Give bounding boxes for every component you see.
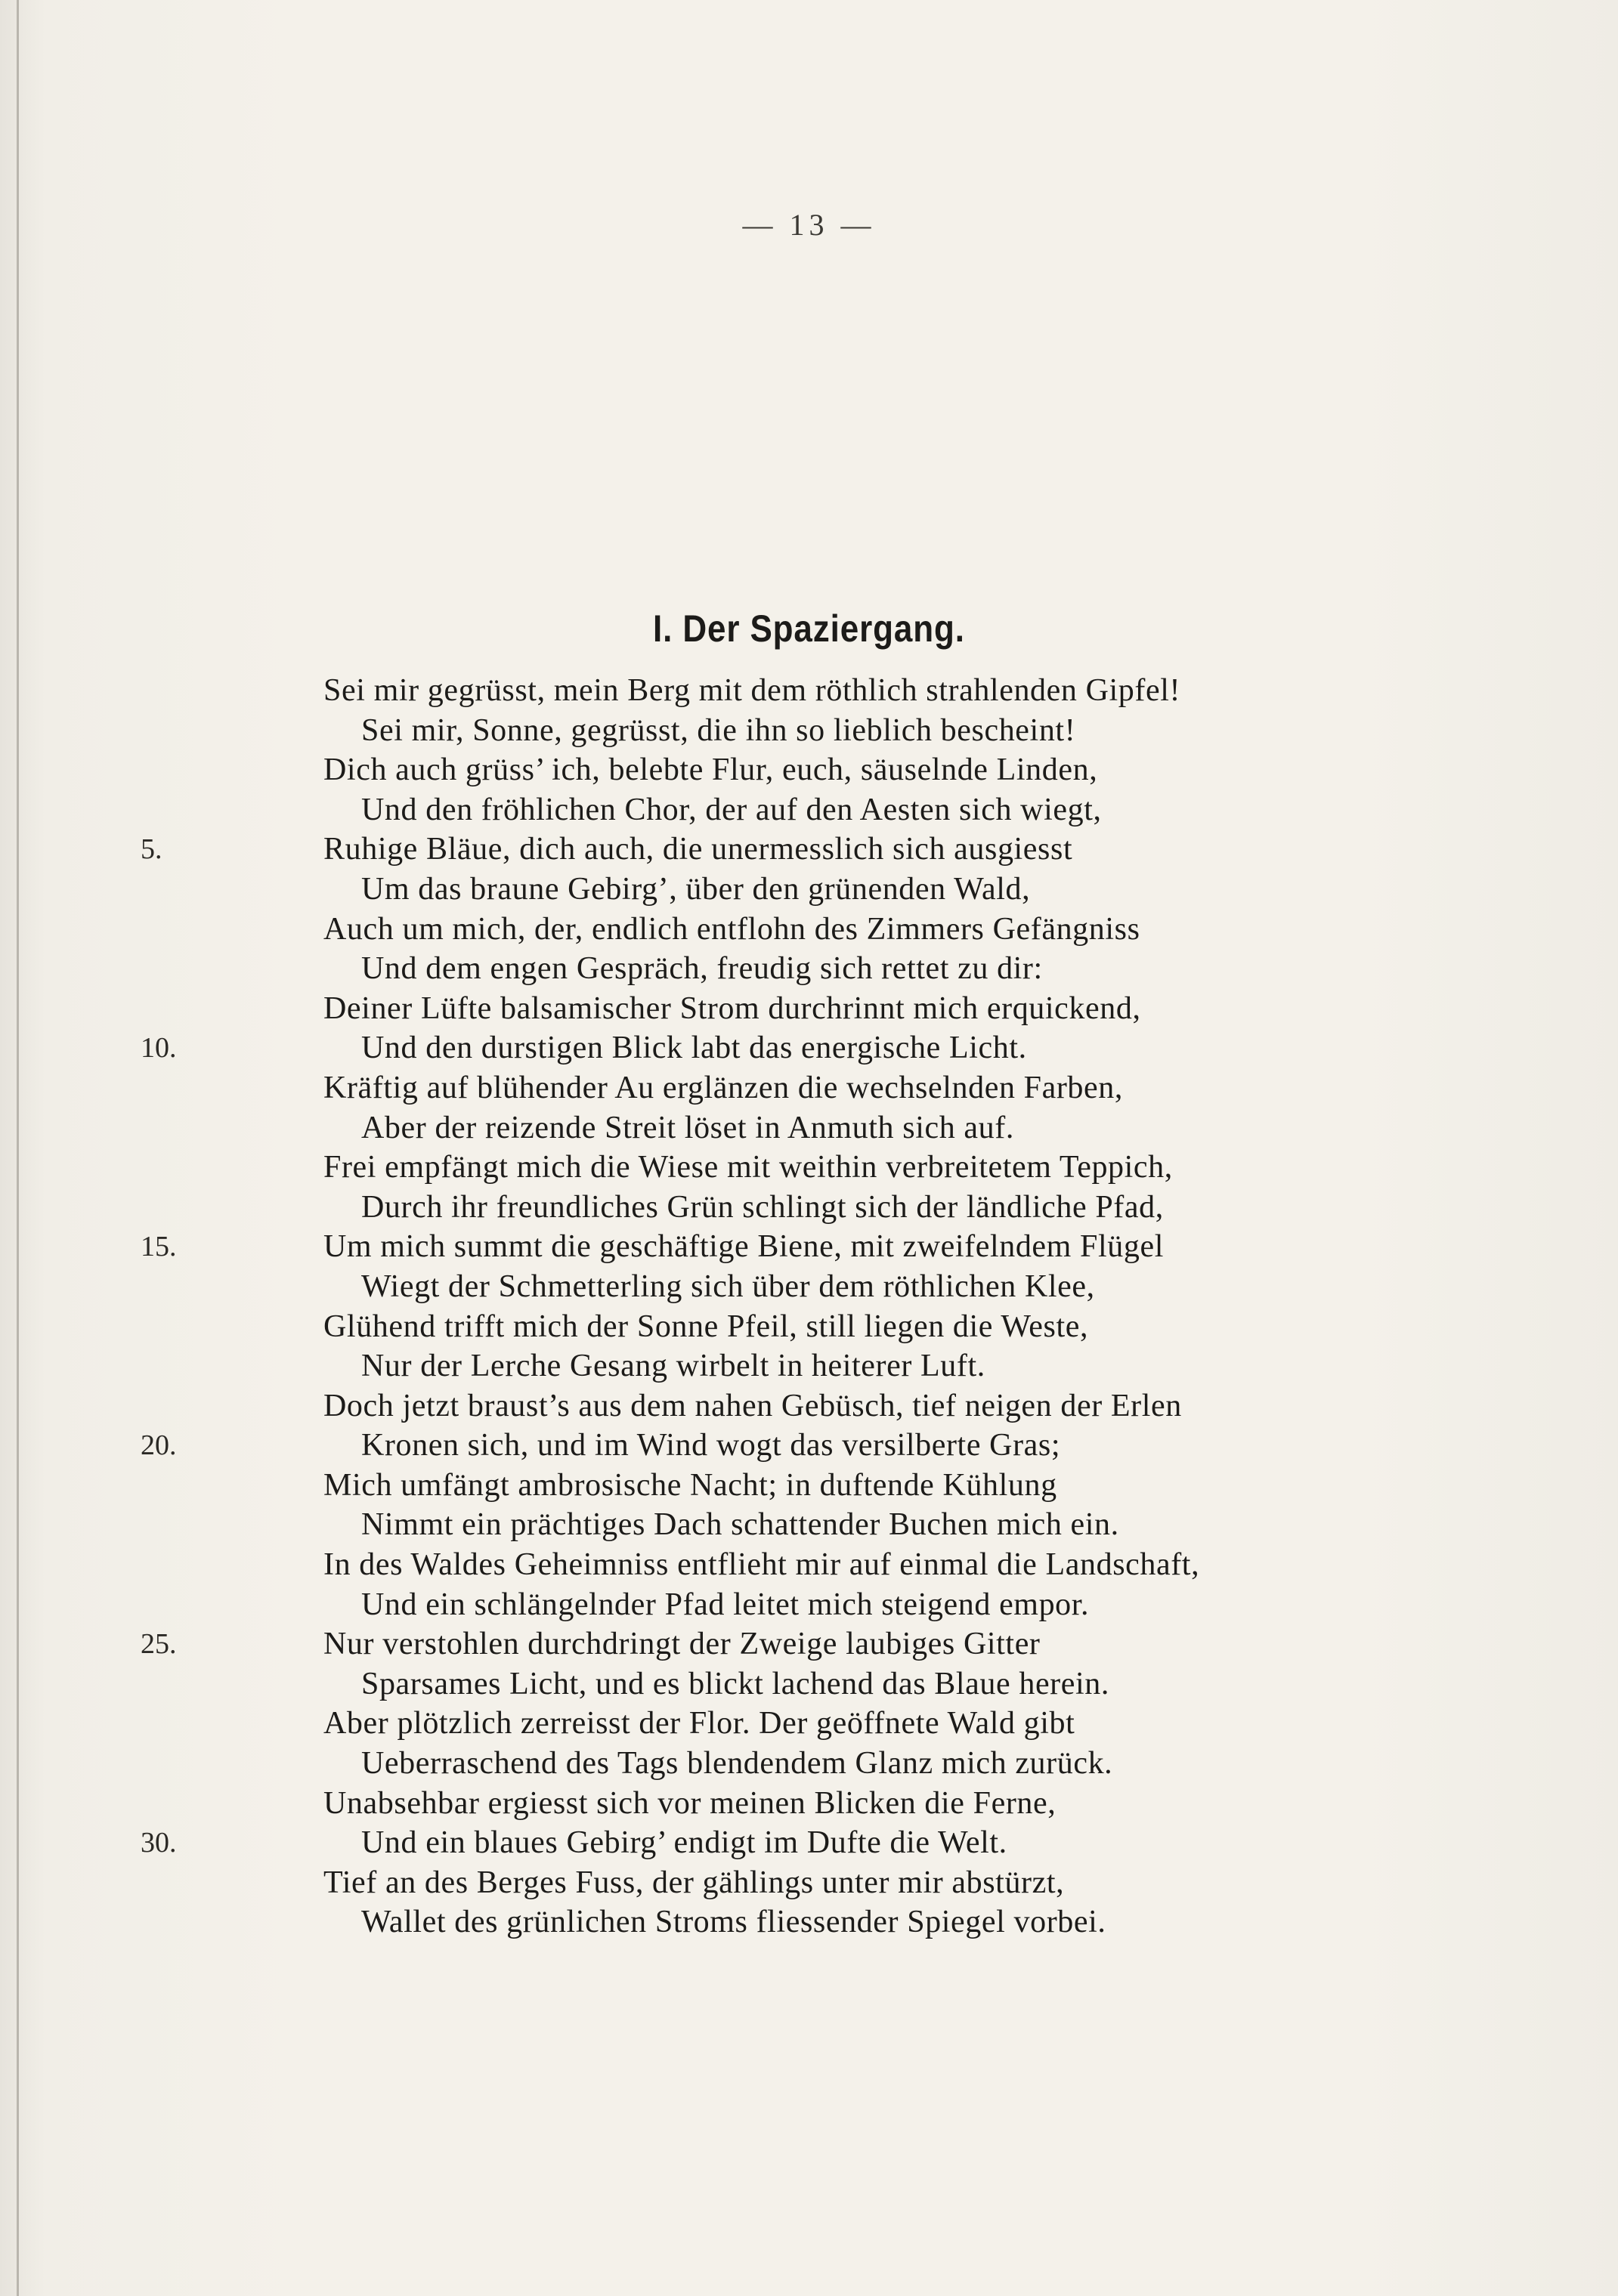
- poem-line: [0, 1545, 1618, 1585]
- poem-line-text: Tief an des Berges Fuss, der gählings unter mir abstürzt,: [323, 1865, 1065, 1900]
- poem-line: [0, 1148, 1618, 1188]
- line-number: 25.: [141, 1628, 177, 1661]
- poem-line: [0, 1505, 1618, 1545]
- poem-line: [0, 711, 1618, 751]
- poem-line: [0, 1744, 1618, 1784]
- poem-line: [0, 1346, 1618, 1386]
- poem-line: [0, 1902, 1618, 1942]
- poem-line-text: Und den fröhlichen Chor, der auf den Aesten sich wiegt,: [361, 792, 1102, 827]
- poem-line: [0, 830, 1618, 870]
- poem-line: [0, 671, 1618, 711]
- line-number: 20.: [141, 1429, 177, 1462]
- poem-line: [0, 1704, 1618, 1744]
- poem-line: [0, 1227, 1618, 1267]
- poem-line: [0, 750, 1618, 790]
- poem-line-text: Nur der Lerche Gesang wirbelt in heiterer Luft.: [361, 1349, 985, 1384]
- poem-line: [0, 949, 1618, 989]
- poem-line: [0, 1267, 1618, 1307]
- poem-line: [0, 790, 1618, 830]
- poem-line-text: Auch um mich, der, endlich entflohn des Zimmers Gefängniss: [323, 911, 1140, 947]
- poem-line: [0, 1028, 1618, 1068]
- poem-line: [0, 1784, 1618, 1824]
- poem-line-text: Und dem engen Gespräch, freudig sich rettet zu dir:: [361, 951, 1043, 987]
- poem-line: [0, 1863, 1618, 1903]
- poem-line: [0, 1823, 1618, 1863]
- poem-title: I. Der Spaziergang.: [653, 607, 965, 650]
- poem-line-text: Kronen sich, und im Wind wogt das versilberte Gras;: [361, 1428, 1061, 1463]
- poem-line: [0, 910, 1618, 950]
- poem-line-text: Ruhige Bläue, dich auch, die unermesslich sich ausgiesst: [323, 832, 1073, 867]
- poem-line-text: Ueberraschend des Tags blendendem Glanz mich zurück.: [361, 1746, 1113, 1781]
- poem-line: [0, 1426, 1618, 1466]
- poem-line-text: Um mich summt die geschäftige Biene, mit zweifelndem Flügel: [323, 1229, 1164, 1265]
- poem-line-text: Doch jetzt braust’s aus dem nahen Gebüsch, tief neigen der Erlen: [323, 1388, 1182, 1423]
- poem-line-text: Frei empfängt mich die Wiese mit weithin verbreitetem Teppich,: [323, 1150, 1173, 1185]
- poem-line-text: Aber plötzlich zerreisst der Flor. Der geöffnete Wald gibt: [323, 1706, 1075, 1741]
- poem-line-text: In des Waldes Geheimniss entflieht mir auf einmal die Landschaft,: [323, 1547, 1200, 1583]
- poem-line-text: Nimmt ein prächtiges Dach schattender Buchen mich ein.: [361, 1507, 1119, 1543]
- poem-line-text: Deiner Lüfte balsamischer Strom durchrinnt mich erquickend,: [323, 990, 1141, 1026]
- poem-body: [0, 671, 1618, 1942]
- poem-line: [0, 1624, 1618, 1664]
- poem-line: [0, 870, 1618, 910]
- poem-line-text: Durch ihr freundliches Grün schlingt sich der ländliche Pfad,: [361, 1189, 1164, 1225]
- line-number: 15.: [141, 1231, 177, 1263]
- poem-line: [0, 1386, 1618, 1426]
- poem-line-text: Wallet des grünlichen Stroms fliessender Spiegel vorbei.: [361, 1905, 1106, 1940]
- poem-line: [0, 1307, 1618, 1347]
- poem-line-text: Unabsehbar ergiesst sich vor meinen Blicken die Ferne,: [323, 1785, 1056, 1821]
- poem-line-text: Mich umfängt ambrosische Nacht; in duftende Kühlung: [323, 1467, 1057, 1503]
- poem-line: [0, 1108, 1618, 1148]
- poem-line-text: Und ein schlängelnder Pfad leitet mich steigend empor.: [361, 1587, 1090, 1622]
- poem-line-text: Wiegt der Schmetterling sich über dem röthlichen Klee,: [361, 1269, 1095, 1304]
- poem-line: [0, 1188, 1618, 1228]
- poem-line-text: Sei mir gegrüsst, mein Berg mit dem röthlich strahlenden Gipfel!: [323, 673, 1181, 708]
- line-number: 5.: [141, 833, 162, 866]
- poem-line-text: Glühend trifft mich der Sonne Pfeil, still liegen die Weste,: [323, 1309, 1089, 1344]
- poem-line-text: Und ein blaues Gebirg’ endigt im Dufte die Welt.: [361, 1825, 1007, 1861]
- poem-line-text: Und den durstigen Blick labt das energische Licht.: [361, 1031, 1027, 1066]
- poem-line-text: Nur verstohlen durchdringt der Zweige laubiges Gitter: [323, 1627, 1041, 1662]
- line-number: 30.: [141, 1827, 177, 1859]
- poem-line: [0, 1068, 1618, 1108]
- poem-line: [0, 1585, 1618, 1625]
- poem-line-text: Um das braune Gebirg’, über den grünenden Wald,: [361, 871, 1031, 907]
- poem-line-text: Dich auch grüss’ ich, belebte Flur, euch, säuselnde Linden,: [323, 752, 1098, 788]
- poem-line: [0, 1664, 1618, 1704]
- page-number: — 13 —: [742, 208, 876, 242]
- poem-line: [0, 989, 1618, 1029]
- poem-line-text: Aber der reizende Streit löset in Anmuth sich auf.: [361, 1110, 1014, 1145]
- line-number: 10.: [141, 1032, 177, 1065]
- poem-line-text: Sei mir, Sonne, gegrüsst, die ihn so lieblich bescheint!: [361, 712, 1076, 748]
- poem-line: [0, 1466, 1618, 1506]
- poem-line-text: Sparsames Licht, und es blickt lachend das Blaue herein.: [361, 1666, 1109, 1701]
- poem-line-text: Kräftig auf blühender Au erglänzen die wechselnden Farben,: [323, 1070, 1123, 1105]
